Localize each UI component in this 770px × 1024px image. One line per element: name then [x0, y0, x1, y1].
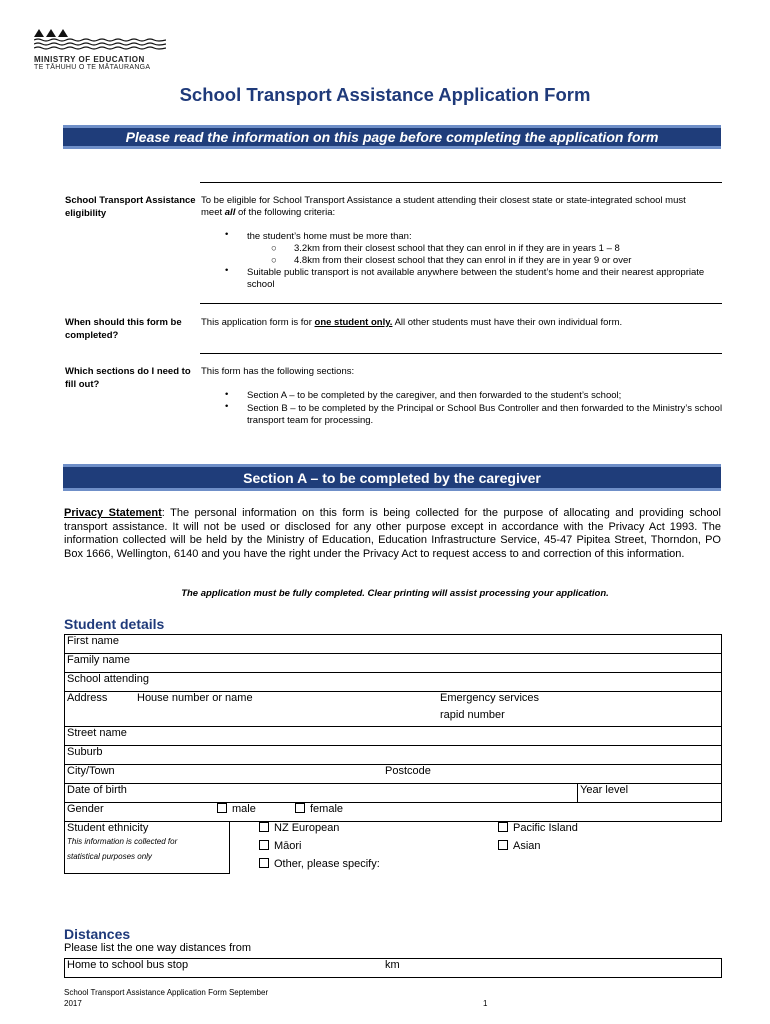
gender-field	[65, 803, 722, 822]
when-text: This application form is for one student only. All other students must have their own individual form.	[201, 317, 623, 328]
page-title: School Transport Assistance Application Form	[179, 84, 591, 105]
checkbox-icon	[217, 803, 227, 813]
first-name-field[interactable]: First name	[65, 635, 722, 654]
address-field[interactable]	[65, 692, 722, 727]
checkbox-icon	[498, 822, 508, 832]
checkbox-icon	[259, 840, 269, 850]
home-to-bus-stop-field[interactable]	[65, 959, 722, 978]
ethnicity-note-2: statistical purposes only	[67, 852, 152, 861]
eligibility-bullet: the student’s home must be more than:	[247, 231, 412, 242]
distance-label: Home to school bus stop	[67, 959, 189, 971]
city-label: City/Town	[67, 765, 115, 777]
female-checkbox[interactable]: female	[295, 803, 343, 815]
which-label: Which sections do I need to fill out?	[65, 366, 191, 390]
which-bullet: Section A – to be completed by the caregiver, and then forwarded to the student’s school;	[247, 390, 622, 401]
distances-heading: Distances	[64, 926, 131, 942]
asian-checkbox[interactable]: Asian	[498, 840, 541, 852]
other-checkbox[interactable]: Other, please specify:	[259, 858, 380, 870]
family-name-field[interactable]: Family name	[65, 654, 722, 673]
date-of-birth-field[interactable]: Date of birth	[65, 784, 578, 803]
eligibility-label: School Transport Assistance eligibility	[65, 195, 196, 219]
ethnicity-note: This information is collected for	[67, 837, 178, 846]
postcode-label: Postcode	[385, 765, 431, 777]
privacy-statement: Privacy Statement: The personal information on this form is being collected for the purpose of allocating and providing school transport assistance. It will not be used or disclosed for any other purpose except in accordance with the Privacy Act 1993. The information collected will be held by the Ministry of Education, Education Infrastructure Service, 45-47 Pipitea Street, Thorndon, PO Box 1666, Wellington, 6140 and you have the right under the Privacy Act to request access to and correction of this information.	[64, 507, 721, 560]
emergency-label-2: rapid number	[440, 709, 505, 721]
suburb-field[interactable]: Suburb	[65, 746, 722, 765]
section-a-banner: Section A – to be completed by the caregiver	[63, 464, 721, 491]
city-postcode-field[interactable]	[65, 765, 722, 784]
ethnicity-label: Student ethnicity	[67, 822, 149, 834]
year-level-field[interactable]: Year level	[578, 784, 722, 803]
ethnicity-label-cell	[65, 822, 230, 874]
checkbox-icon	[259, 858, 269, 868]
logo-mountains-icon	[34, 28, 166, 52]
sub-bullet-icon: ○	[271, 243, 277, 254]
info-banner: Please read the information on this page before completing the application form	[63, 125, 721, 149]
distances-table	[64, 958, 722, 978]
sub-bullet-icon: ○	[271, 255, 277, 266]
which-intro: This form has the following sections:	[201, 366, 355, 377]
bullet-icon: •	[225, 401, 229, 412]
address-label: Address	[67, 692, 108, 704]
student-details-heading: Student details	[64, 616, 165, 632]
eligibility-bullet: Suitable public transport is not available anywhere between the student’s home and their nearest appropriate school	[247, 267, 705, 290]
when-label: When should this form be completed?	[65, 317, 182, 341]
divider	[200, 353, 722, 354]
bullet-icon: •	[225, 229, 229, 240]
completion-note: The application must be fully completed. Clear printing will assist processing your application.	[181, 588, 609, 599]
divider	[200, 303, 722, 304]
bullet-icon: •	[225, 265, 229, 276]
eligibility-intro: To be eligible for School Transport Assistance a student attending their closest state or state-integrated school must meet all of the following criteria:	[201, 195, 686, 218]
ethnicity-options	[230, 822, 722, 874]
emergency-label: Emergency services	[440, 692, 540, 704]
street-name-field[interactable]: Street name	[65, 727, 722, 746]
nz-european-checkbox[interactable]: NZ European	[259, 822, 339, 834]
org-name-maori: TE TĀHUHU O TE MĀTAURANGA	[34, 64, 151, 71]
ministry-logo	[34, 28, 166, 72]
km-unit: km	[385, 959, 400, 971]
page-number: 1	[483, 999, 488, 1008]
gender-label: Gender	[67, 803, 104, 815]
org-name: MINISTRY OF EDUCATION	[34, 55, 145, 64]
checkbox-icon	[498, 840, 508, 850]
pacific-island-checkbox[interactable]: Pacific Island	[498, 822, 578, 834]
which-bullet: Section B – to be completed by the Principal or School Bus Controller and then forwarded to the Ministry’s school transport team for processing.	[247, 403, 723, 426]
male-checkbox[interactable]: male	[217, 803, 256, 815]
checkbox-icon	[259, 822, 269, 832]
distances-intro: Please list the one way distances from	[64, 942, 252, 954]
bullet-icon: •	[225, 389, 229, 400]
maori-checkbox[interactable]: Māori	[259, 840, 302, 852]
house-label: House number or name	[137, 692, 253, 704]
footer-text: School Transport Assistance Application Form September 2017	[64, 988, 269, 1008]
eligibility-sub-bullet: 3.2km from their closest school that they can enrol in if they are in years 1 – 8	[294, 243, 620, 254]
school-attending-field[interactable]: School attending	[65, 673, 722, 692]
eligibility-sub-bullet: 4.8km from their closest school that they can enrol in if they are in year 9 or over	[294, 255, 632, 266]
student-details-table	[64, 634, 722, 874]
divider	[200, 182, 722, 183]
checkbox-icon	[295, 803, 305, 813]
